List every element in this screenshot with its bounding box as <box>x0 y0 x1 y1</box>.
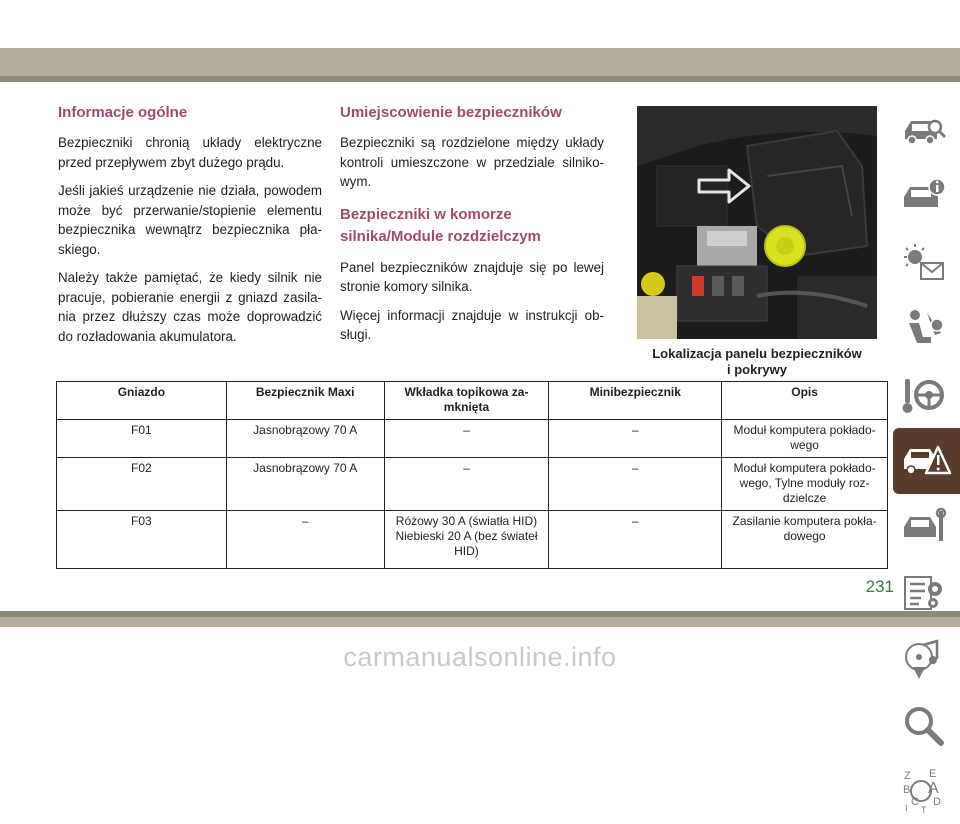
figure-caption <box>637 346 877 378</box>
index-letter: T <box>921 805 927 815</box>
table-header-row <box>57 382 888 420</box>
tab-safety-seat[interactable] <box>896 296 952 362</box>
table-cell: Moduł komputera pokłado- wego, Tylne moduły roz- dzielcze <box>722 458 888 511</box>
tab-emergency[interactable] <box>893 428 960 494</box>
index-letter: E <box>929 768 937 780</box>
car-magnifier-icon <box>901 109 947 153</box>
caption-line: i pokrywy <box>727 362 787 377</box>
search-icon <box>901 703 947 747</box>
table-row <box>57 458 888 511</box>
index-letter: C <box>911 796 919 808</box>
column-header: Gniazdo <box>57 382 227 420</box>
fuse-table <box>56 381 888 569</box>
tab-service[interactable] <box>896 494 952 560</box>
section-title-general: Informacje ogólne <box>58 104 188 121</box>
section-title-fuse-location: Umiejscowienie bezpieczników <box>340 104 562 121</box>
seat-airbag-icon <box>901 307 947 351</box>
column-header: Wkładka topikowa za- mknięta <box>384 382 549 420</box>
column-left <box>58 100 322 355</box>
index-letter: D <box>933 796 941 808</box>
steering-wheel-icon <box>901 373 947 417</box>
paragraph: Panel bezpieczników znajduje się po lewej stronie komory silnika. <box>340 259 604 294</box>
bottom-band <box>0 617 960 627</box>
tab-car-info[interactable] <box>896 164 952 230</box>
index-letter: I <box>905 803 908 813</box>
top-band-line <box>0 76 960 82</box>
car-warning-icon <box>902 439 952 483</box>
engine-compartment-photo <box>637 106 877 339</box>
chapter-sidebar <box>893 98 960 824</box>
index-letter: A <box>928 780 939 797</box>
page-number: 231 <box>865 577 894 596</box>
paragraph: Jeśli jakieś urządzenie nie działa, powodem może być przerwanie/stopienie elementu bezpiecznika wewnątrz bezpiecznika pła- skiego. <box>58 183 322 257</box>
table-cell: Jasnobrązowy 70 A <box>226 420 384 458</box>
lights-message-icon <box>901 241 947 285</box>
column-middle <box>340 100 604 354</box>
table-cell: F03 <box>57 511 227 569</box>
checklist-gear-icon <box>901 571 947 615</box>
column-header: Bezpiecznik Maxi <box>226 382 384 420</box>
table-cell: – <box>384 458 549 511</box>
table-row <box>57 420 888 458</box>
tab-search[interactable] <box>896 692 952 758</box>
car-info-icon <box>901 175 947 219</box>
table-cell: – <box>384 420 549 458</box>
title-line: silnika/Module rozdzielczym <box>340 227 541 245</box>
tab-lights-messages[interactable] <box>896 230 952 296</box>
car-wrench-icon <box>901 505 947 549</box>
index-letter: Z <box>904 770 911 782</box>
paragraph: Bezpieczniki chronią układy elektryczne przed przepływem zbyt dużego prądu. <box>58 135 322 170</box>
table-cell: – <box>226 511 384 569</box>
table-cell: – <box>549 511 722 569</box>
tab-driving[interactable] <box>896 362 952 428</box>
table-cell: F01 <box>57 420 227 458</box>
paragraph: Więcej informacji znajduje w instrukcji ob- sługi. <box>340 307 604 342</box>
section-title-engine-compartment <box>340 204 604 248</box>
table-cell: Różowy 30 A (światła HID) Niebieski 20 A (bez świateł HID) <box>384 511 549 569</box>
table-row <box>57 511 888 569</box>
alphabet-index-icon <box>901 767 947 815</box>
table-cell: Moduł komputera pokłado- wego <box>722 420 888 458</box>
paragraph: Bezpieczniki są rozdzielone między układy kontroli umieszczone w przedziale silniko- wym. <box>340 135 604 189</box>
engine-photo-illustration <box>637 106 877 339</box>
top-band <box>0 48 960 76</box>
paragraph: Należy także pamiętać, że kiedy silnik nie pracuje, pobieranie energii z gniazd zasila- nia przez dłuższy czas może doprowadzić do rozładowania akumulatora. <box>58 270 322 344</box>
tab-car-inspection[interactable] <box>896 98 952 164</box>
caption-line: Lokalizacja panelu bezpieczników <box>652 346 862 361</box>
table-cell: – <box>549 458 722 511</box>
table-cell: Jasnobrązowy 70 A <box>226 458 384 511</box>
table-cell: Zasilanie komputera pokła- dowego <box>722 511 888 569</box>
tab-index[interactable] <box>896 758 952 824</box>
table-cell: F02 <box>57 458 227 511</box>
column-header: Minibezpiecznik <box>549 382 722 420</box>
column-header: Opis <box>722 382 888 420</box>
index-letter: B <box>903 784 911 796</box>
watermark: carmanualsonline.info <box>343 642 617 672</box>
table-cell: – <box>549 420 722 458</box>
title-line: Bezpieczniki w komorze <box>340 205 512 223</box>
